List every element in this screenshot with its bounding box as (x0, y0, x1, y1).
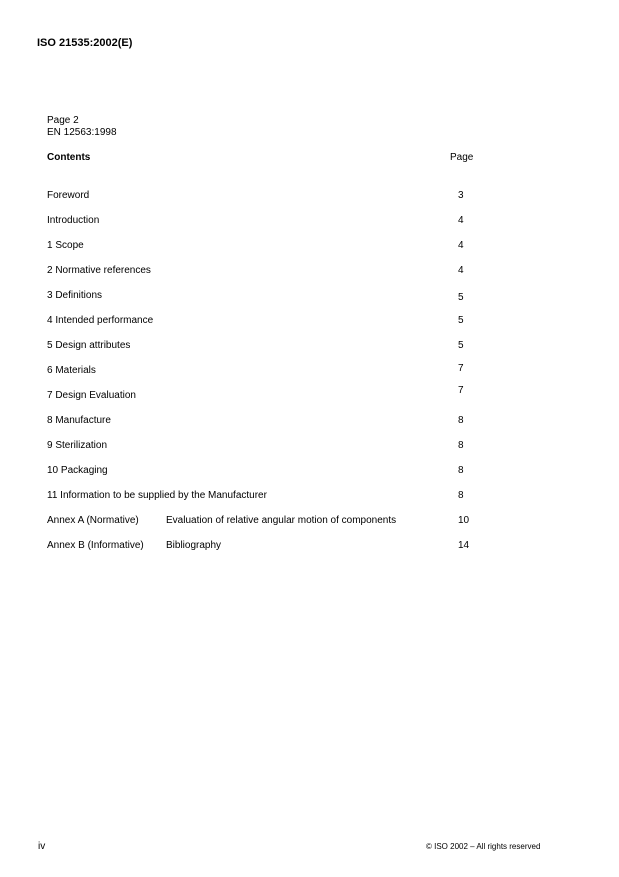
toc-entry-page: 8 (458, 490, 464, 501)
toc-entry-label: 2 Normative references (47, 265, 151, 276)
toc-entry-label: 9 Sterilization (47, 440, 108, 451)
toc-entry-page: 10 (458, 515, 470, 526)
toc-entry-title: Bibliography (166, 540, 222, 551)
toc-entry-label: 6 Materials (47, 365, 96, 376)
toc-entry-foreword[interactable] (47, 190, 487, 204)
toc-entry-page: 3 (458, 190, 464, 201)
toc-entry-page: 7 (458, 385, 464, 396)
toc-entry-label: Annex B (Informative) (47, 540, 144, 551)
toc-entry-page: 14 (458, 540, 470, 551)
document-id: ISO 21535:2002(E) (37, 37, 133, 49)
page-reference (47, 115, 117, 139)
toc-entry-sterilization[interactable] (47, 440, 487, 454)
toc-entry-label: 3 Definitions (47, 290, 103, 301)
toc-entry-label: 11 Information to be supplied by the Manufacturer (47, 490, 267, 501)
toc-entry-label: Introduction (47, 215, 100, 226)
toc-entry-definitions[interactable] (47, 290, 487, 304)
page-column-heading: Page (450, 152, 474, 163)
page-reference-line-1: Page 2 (47, 115, 79, 126)
toc-entry-title: Evaluation of relative angular motion of components (166, 515, 397, 526)
toc-entry-annex-b[interactable] (47, 540, 487, 554)
toc-entry-page: 7 (458, 363, 464, 374)
toc-entry-label: Annex A (Normative) (47, 515, 139, 526)
toc-entry-materials[interactable] (47, 365, 487, 379)
footer-page-number: iv (38, 841, 46, 852)
toc-entry-annex-a[interactable] (47, 515, 487, 529)
toc-entry-page: 8 (458, 440, 464, 451)
toc-entry-label: 7 Design Evaluation (47, 390, 136, 401)
toc-entry-label: 5 Design attributes (47, 340, 131, 351)
toc-entry-scope[interactable] (47, 240, 487, 254)
toc-entry-label: 8 Manufacture (47, 415, 111, 426)
toc-entry-page: 4 (458, 240, 464, 251)
toc-entry-page: 5 (458, 315, 464, 326)
toc-entry-normative-references[interactable] (47, 265, 487, 279)
toc-entry-introduction[interactable] (47, 215, 487, 229)
toc-entry-packaging[interactable] (47, 465, 487, 479)
toc-entry-label: 1 Scope (47, 240, 84, 251)
page-reference-line-2: EN 12563:1998 (47, 127, 117, 138)
toc-entry-design-attributes[interactable] (47, 340, 487, 354)
toc-entry-page: 4 (458, 215, 464, 226)
toc-entry-page: 8 (458, 415, 464, 426)
toc-entry-page: 5 (458, 292, 464, 303)
toc-entry-label: 10 Packaging (47, 465, 108, 476)
toc-entry-label: 4 Intended performance (47, 315, 154, 326)
toc-entry-page: 5 (458, 340, 464, 351)
contents-heading: Contents (47, 152, 91, 163)
toc-entry-information-supplied[interactable] (47, 490, 487, 504)
toc-entry-page: 8 (458, 465, 464, 476)
toc-entry-page: 4 (458, 265, 464, 276)
toc-entry-label: Foreword (47, 190, 90, 201)
toc-entry-intended-performance[interactable] (47, 315, 487, 329)
toc-entry-design-evaluation[interactable] (47, 385, 487, 404)
toc-entry-manufacture[interactable] (47, 415, 487, 429)
footer-copyright: © ISO 2002 – All rights reserved (426, 842, 541, 851)
